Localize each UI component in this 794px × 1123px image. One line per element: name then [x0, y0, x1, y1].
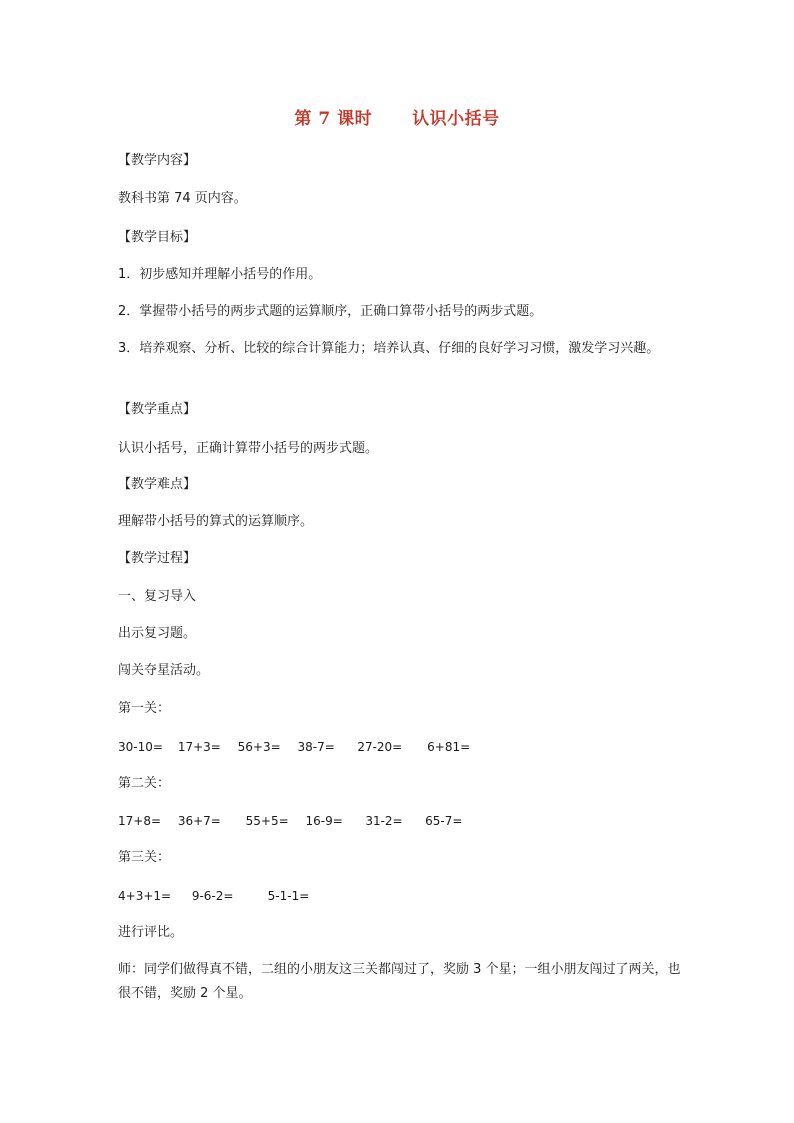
- process-heading: 【教学过程】: [118, 551, 197, 566]
- level-2-label: 第二关：: [118, 776, 171, 791]
- level-3-exercises: [118, 887, 688, 905]
- exercise: 17+8=: [118, 814, 162, 828]
- content-heading: 【教学内容】: [118, 153, 197, 168]
- lesson-number: 第 7 课时: [294, 109, 373, 129]
- exercise: 27-20=: [357, 740, 403, 754]
- key-points-text: 认识小括号，正确计算带小括号的两步式题。: [118, 441, 379, 456]
- goal-item-3: 3．培养观察、分析、比较的综合计算能力；培养认真、仔细的良好学习习惯，激发学习兴趣。: [118, 341, 660, 356]
- exercise: 6+81=: [427, 740, 471, 754]
- exercise: 30-10=: [118, 740, 163, 754]
- content-text: 教科书第 74 页内容。: [118, 191, 247, 206]
- activity-text: 闯关夺星活动。: [118, 663, 210, 678]
- goal-item-1: 1．初步感知并理解小括号的作用。: [118, 267, 322, 282]
- exercise: 56+3=: [237, 740, 281, 754]
- difficulty-text: 理解带小括号的算式的运算顺序。: [118, 514, 314, 529]
- show-review-text: 出示复习题。: [118, 626, 197, 641]
- evaluate-text: 进行评比。: [118, 925, 184, 940]
- exercise: 38-7=: [297, 740, 335, 754]
- exercise: 55+5=: [245, 814, 289, 828]
- exercise: 31-2=: [365, 814, 403, 828]
- level-1-label: 第一关：: [118, 701, 171, 716]
- level-2-exercises: [118, 812, 688, 830]
- difficulty-heading: 【教学难点】: [118, 477, 197, 492]
- exercise: 65-7=: [425, 814, 463, 828]
- exercise: 16-9=: [305, 814, 343, 828]
- lesson-topic: 认识小括号: [412, 109, 500, 129]
- teacher-remark: 师：同学们做得真不错，二组的小朋友这三关都闯过了，奖励 3 个星；一组小朋友闯过了两关，也很不错，奖励 2 个星。: [118, 962, 681, 1001]
- page-title: [0, 104, 794, 129]
- level-1-exercises: [118, 738, 688, 756]
- goals-heading: 【教学目标】: [118, 230, 197, 245]
- exercise: 17+3=: [177, 740, 221, 754]
- level-3-label: 第三关：: [118, 850, 171, 865]
- review-step-heading: 一、复习导入: [118, 589, 197, 604]
- exercise: 4+3+1=: [118, 889, 172, 903]
- exercise: 9-6-2=: [191, 889, 234, 903]
- key-points-heading: 【教学重点】: [118, 402, 197, 417]
- goal-item-2: 2．掌握带小括号的两步式题的运算顺序，正确口算带小括号的两步式题。: [118, 304, 543, 319]
- exercise: 36+7=: [177, 814, 221, 828]
- exercise: 5-1-1=: [267, 889, 310, 903]
